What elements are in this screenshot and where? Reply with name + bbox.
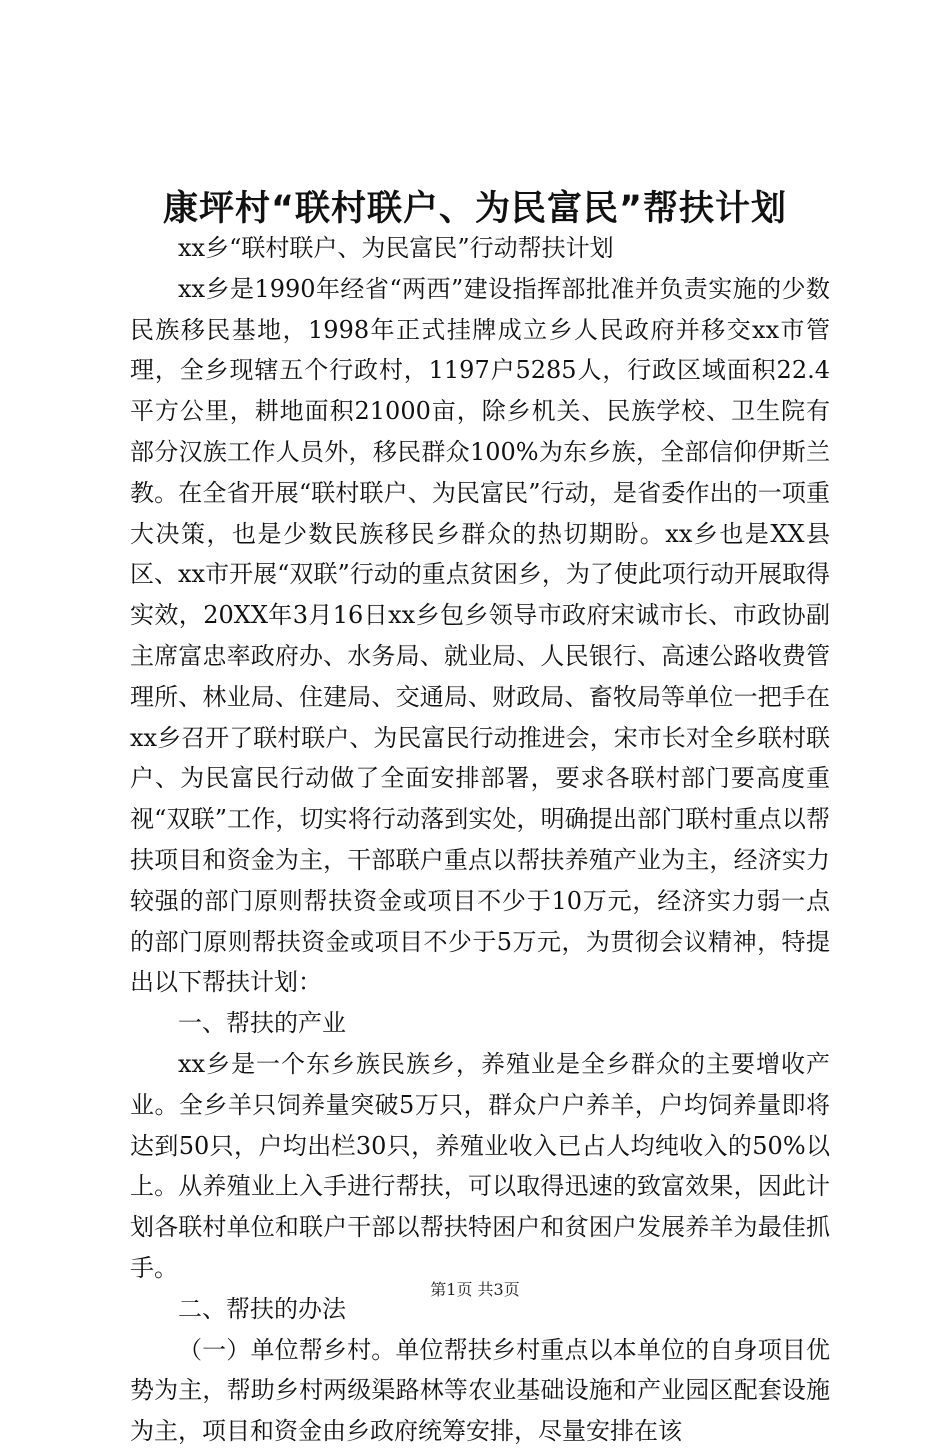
section-heading-methods: 二、帮扶的办法 — [178, 1294, 346, 1323]
page-footer: 第1页 共3页 — [430, 1280, 520, 1299]
section-heading-industry: 一、帮扶的产业 — [178, 1009, 346, 1038]
document-body — [130, 228, 830, 1452]
intro-paragraph: xx乡是1990年经省“两西”建设指挥部批准并负责实施的少数民族移民基地，1998年正式挂牌成立乡人民政府并移交xx市管理，全乡现辖五个行政村，1197户5285人，行政区域面积22.4平方公里，耕地面积21000亩，除乡机关、民族学校、卫生院有部分汉族工作人员外，移民群众100%为东乡族，全部信仰伊斯兰教。在全省开展“联村联户、为民富民”行动，是省委作出的一项重大决策，也是少数民族移民乡群众的热切期盼。xx乡也是XX县区、xx市开展“双联”行动的重点贫困乡，为了使此项行动开展取得实效，20XX年3月16日xx乡包乡领导市政府宋诚市长、市政协副主席富忠率政府办、水务局、就业局、人民银行、高速公路收费管理所、林业局、住建局、交通局、财政局、畜牧局等单位一把手在xx乡召开了联村联户、为民富民行动推进会，宋市长对全乡联村联户、为民富民行动做了全面安排部署，要求各联村部门要高度重视“双联”工作，切实将行动落到实处，明确提出部门联村重点以帮扶项目和资金为主，干部联户重点以帮扶养殖产业为主，经济实力较强的部门原则帮扶资金或项目不少于10万元，经济实力弱一点的部门原则帮扶资金或项目不少于5万元，为贯彻会议精神，特提出以下帮扶计划： — [130, 274, 830, 997]
subtitle-paragraph: xx乡“联村联户、为民富民”行动帮扶计划 — [178, 234, 614, 262]
methods-paragraph: （一）单位帮乡村。单位帮扶乡村重点以本单位的自身项目优势为主，帮助乡村两级渠路林等农业基础设施和产业园区配套设施为主，项目和资金由乡政府统筹安排，尽量安排在该 — [130, 1335, 830, 1446]
industry-paragraph: xx乡是一个东乡族民族乡，养殖业是全乡群众的主要增收产业。全乡羊只饲养量突破5万只，群众户户养羊，户均饲养量即将达到50只，户均出栏30只，养殖业收入已占人均纯收入的50%以上。从养殖业上入手进行帮扶，可以取得迅速的致富效果，因此计划各联村单位和联户干部以帮扶特困户和贫困户发展养羊为最佳抓手。 — [130, 1049, 830, 1282]
document-title: 康坪村“联村联户、为民富民”帮扶计划 — [162, 189, 787, 229]
